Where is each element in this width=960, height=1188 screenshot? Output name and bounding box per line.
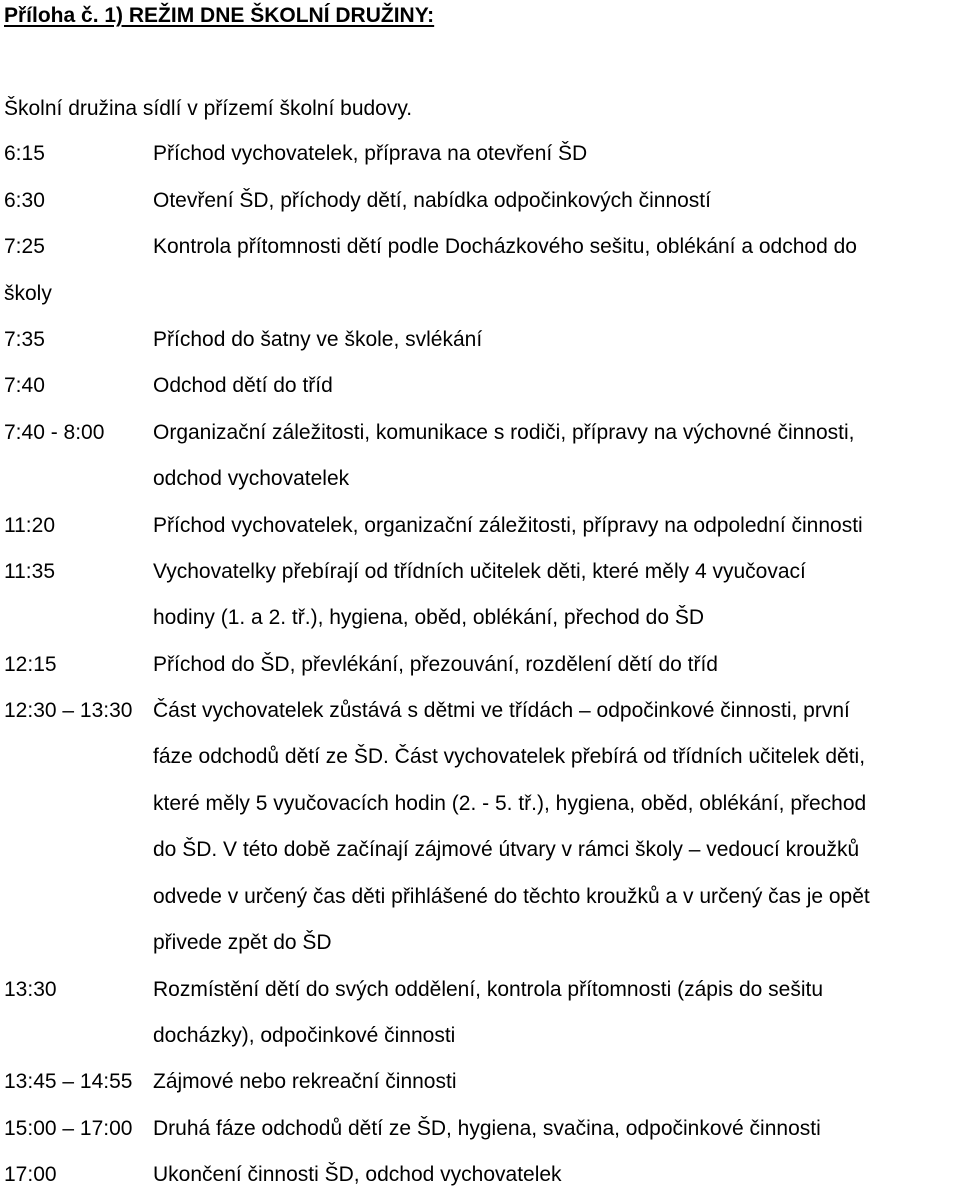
schedule-text: Příchod do ŠD, převlékání, přezouvání, rozdělení dětí do tříd [153, 653, 718, 676]
schedule-time: 12:30 – 13:30 [4, 699, 133, 722]
schedule-text: Zájmové nebo rekreační činnosti [153, 1070, 457, 1093]
schedule-time: 7:40 - 8:00 [4, 421, 105, 444]
schedule-text-continuation: hodiny (1. a 2. tř.), hygiena, oběd, oblékání, přechod do ŠD [153, 606, 705, 629]
schedule-text: Druhá fáze odchodů dětí ze ŠD, hygiena, svačina, odpočinkové činnosti [153, 1117, 821, 1140]
schedule-text: Příchod vychovatelek, organizační záležitosti, přípravy na odpolední činnosti [153, 514, 863, 537]
schedule-time: 6:30 [4, 189, 45, 212]
schedule-text: Část vychovatelek zůstává s dětmi ve třídách – odpočinkové činnosti, první [153, 699, 850, 722]
schedule-time: 12:15 [4, 653, 57, 676]
schedule-text-continuation: školy [4, 282, 52, 305]
schedule-text: Kontrola přítomnosti dětí podle Docházkového sešitu, oblékání a odchod do [153, 235, 857, 258]
schedule-text: Otevření ŠD, příchody dětí, nabídka odpočinkových činností [153, 189, 711, 212]
schedule-text-continuation: odchod vychovatelek [153, 467, 350, 490]
schedule-text: Odchod dětí do tříd [153, 374, 333, 397]
document-title: Příloha č. 1) REŽIM DNE ŠKOLNÍ DRUŽINY: [4, 4, 435, 27]
schedule-time: 15:00 – 17:00 [4, 1117, 133, 1140]
schedule-text-continuation: fáze odchodů dětí ze ŠD. Část vychovatelek přebírá od třídních učitelek děti, [153, 745, 866, 768]
schedule-time: 13:30 [4, 978, 57, 1001]
schedule-text-continuation: docházky), odpočinkové činnosti [153, 1024, 456, 1047]
schedule-text-continuation: odvede v určený čas děti přihlášené do těchto kroužků a v určený čas je opět [153, 885, 870, 908]
schedule-time: 11:20 [4, 514, 55, 537]
schedule-text: Ukončení činnosti ŠD, odchod vychovatelek [153, 1163, 562, 1186]
schedule-time: 6:15 [4, 142, 45, 165]
schedule-time: 17:00 [4, 1163, 57, 1186]
schedule-time: 11:35 [4, 560, 55, 583]
schedule-text: Příchod do šatny ve škole, svlékání [153, 328, 483, 351]
schedule-text: Rozmístění dětí do svých oddělení, kontrola přítomnosti (zápis do sešitu [153, 978, 824, 1001]
schedule-time: 13:45 – 14:55 [4, 1070, 133, 1093]
schedule-text: Příchod vychovatelek, příprava na otevření ŠD [153, 142, 588, 165]
schedule-text-continuation: přivede zpět do ŠD [153, 931, 332, 954]
schedule-text-continuation: do ŠD. V této době začínají zájmové útvary v rámci školy – vedoucí kroužků [153, 838, 860, 861]
schedule-text-continuation: které měly 5 vyučovacích hodin (2. - 5. tř.), hygiena, oběd, oblékání, přechod [153, 792, 867, 815]
schedule-time: 7:35 [4, 328, 45, 351]
schedule-time: 7:40 [4, 374, 45, 397]
schedule-time: 7:25 [4, 235, 45, 258]
schedule-text: Organizační záležitosti, komunikace s rodiči, přípravy na výchovné činnosti, [153, 421, 855, 444]
intro-paragraph: Školní družina sídlí v přízemí školní budovy. [4, 97, 413, 120]
schedule-text: Vychovatelky přebírají od třídních učitelek děti, které měly 4 vyučovací [153, 560, 806, 583]
